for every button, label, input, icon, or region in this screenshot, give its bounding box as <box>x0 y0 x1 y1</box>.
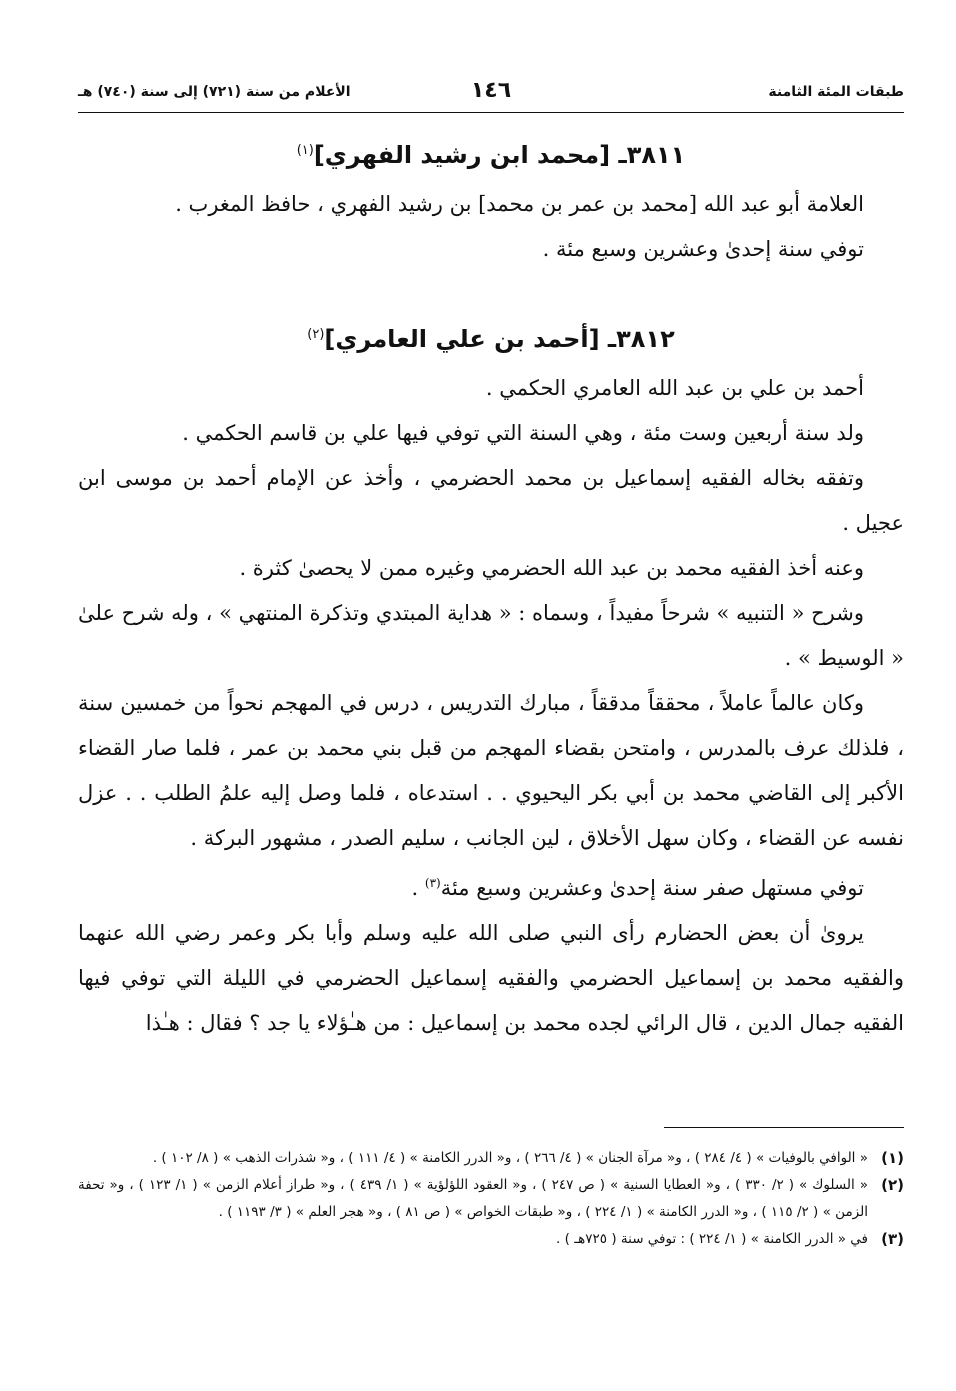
entry-title-text: ٣٨١١ـ [محمد ابن رشيد الفهري] <box>313 141 686 169</box>
footnote-item <box>78 1172 904 1226</box>
footnote-number: (٣) <box>881 1230 904 1248</box>
footnote-number: (١) <box>881 1149 904 1167</box>
header-book-section: طبقات المئة الثامنة <box>768 84 904 100</box>
footnote-ref: (١) <box>296 143 314 158</box>
paragraph: وعنه أخذ الفقيه محمد بن عبد الله الحضرمي وغيره ممن لا يحصىٰ كثرة . <box>239 556 864 580</box>
footnote-item <box>78 1226 904 1253</box>
paragraph: وتفقه بخاله الفقيه إسماعيل بن محمد الحضرمي ، وأخذ عن الإمام أحمد بن موسى ابن عجيل . <box>78 466 904 535</box>
paragraph: وكان عالماً عاملاً ، محققاً مدققاً ، مبارك التدريس ، درس في المهجم نحواً من خمسين سنة ، فلذلك عرف بالمدرس ، وامتحن بقضاء المهجم من قبل بني محمد بن عمر ، فلما صار القضاء الأكبر إلى القاضي محمد بن أبي بكر اليحيوي . . استدعاه ، فلما وصل إليه علمُ الطلب . . عزل نفسه عن القضاء ، وكان سهل الأخلاق ، لين الجانب ، سليم الصدر ، مشهور البركة . <box>78 691 904 850</box>
running-header <box>78 78 904 108</box>
entry-title-3811 <box>78 126 904 176</box>
entry-title-3812 <box>78 310 904 360</box>
footnote-ref: (٣) <box>424 876 441 890</box>
paragraph: وشرح « التنبيه » شرحاً مفيداً ، وسماه : « هداية المبتدي وتذكرة المنتهي » ، وله شرح علىٰ « الوسيط » . <box>78 601 904 670</box>
footnote-ref: (٢) <box>307 327 325 342</box>
footnotes <box>78 1145 904 1253</box>
footnote-item <box>78 1145 904 1172</box>
entry-title-text: ٣٨١٢ـ [أحمد بن علي العامري] <box>324 325 675 353</box>
paragraph: يروىٰ أن بعض الحضارم رأى النبي صلى الله عليه وسلم وأبا بكر وعمر رضي الله عنهما والفقيه محمد بن إسماعيل الحضرمي والفقيه إسماعيل الحضرمي في الليلة التي توفي فيها الفقيه جمال الدين ، قال الرائي لجده محمد بن إسماعيل : من هـٰؤلاء يا جد ؟ فقال : هـٰذا <box>78 921 904 1035</box>
footnote-text: « الوافي بالوفيات » ( ٤/ ٢٨٤ ) ، و« مرآة الجنان » ( ٤/ ٢٦٦ ) ، و« الدرر الكامنة » ( ٤/ ١١١ ) ، و« شذرات الذهب » ( ٨/ ١٠٢ ) . <box>152 1150 868 1166</box>
paragraph: العلامة أبو عبد الله [محمد بن عمر بن محمد] بن رشيد الفهري ، حافظ المغرب . <box>175 192 864 216</box>
main-text <box>78 122 904 1046</box>
footnote-rule <box>664 1127 904 1128</box>
paragraph: توفي سنة إحدىٰ وعشرين وسبع مئة . <box>542 237 864 261</box>
paragraph: أحمد بن علي بن عبد الله العامري الحكمي . <box>485 376 864 400</box>
death-text-end: . <box>411 876 425 900</box>
header-rule <box>78 112 904 113</box>
header-year-range: الأعلام من سنة (٧٢١) إلى سنة (٧٤٠) هـ <box>78 84 351 100</box>
footnote-number: (٢) <box>881 1176 904 1194</box>
death-text: توفي مستهل صفر سنة إحدىٰ وعشرين وسبع مئة <box>440 876 864 900</box>
footnote-text: في « الدرر الكامنة » ( ١/ ٢٢٤ ) : توفي سنة ( ٧٢٥هـ ) . <box>556 1231 868 1247</box>
paragraph: ولد سنة أربعين وست مئة ، وهي السنة التي توفي فيها علي بن قاسم الحكمي . <box>182 421 864 445</box>
paragraph-death <box>78 861 904 911</box>
footnote-text: « السلوك » ( ٢/ ٣٣٠ ) ، و« العطايا السنية » ( ص ٢٤٧ ) ، و« العقود اللؤلؤية » ( ١/ ٤٣٩ ) ، و« طراز أعلام الزمن » ( ١/ ١٢٣ ) ، و« تحفة الزمن » ( ٢/ ١١٥ ) ، و« الدرر الكامنة » ( ١/ ٢٢٤ ) ، و« طبقات الخواص » ( ص ٨١ ) ، و« هجر العلم » ( ٣/ ١١٩٣ ) . <box>78 1177 869 1220</box>
page-number: ١٤٦ <box>470 78 512 103</box>
